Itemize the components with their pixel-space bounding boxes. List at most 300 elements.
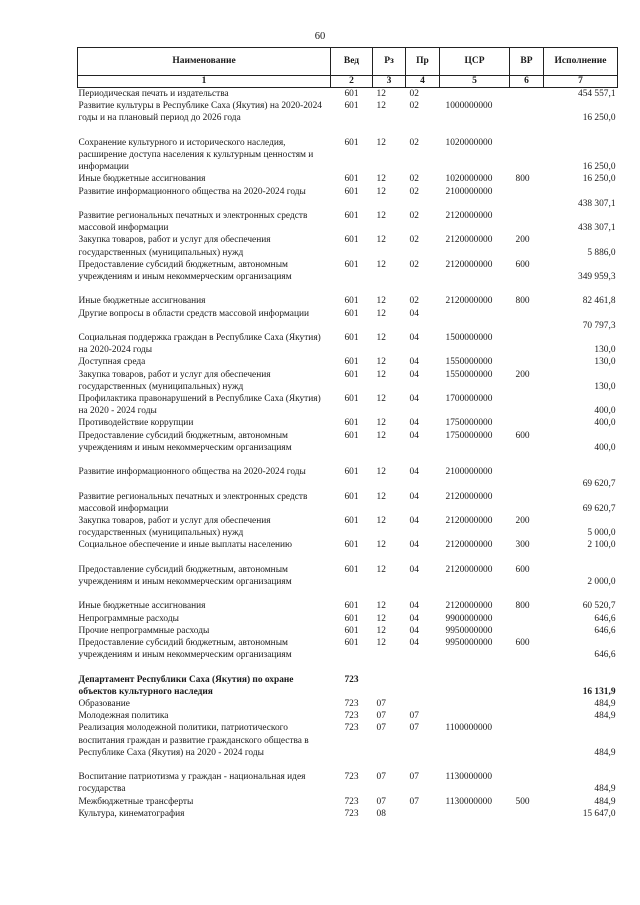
header-csr: ЦСР xyxy=(440,48,510,76)
row-rz xyxy=(373,552,406,564)
row-vr xyxy=(510,722,544,759)
header-amount: Исполнение xyxy=(544,48,618,76)
row-rz: 12 xyxy=(376,357,386,368)
row-csr: 1550000000 xyxy=(445,369,493,380)
table-row xyxy=(78,137,618,174)
table-row xyxy=(78,491,618,515)
row-ved: 601 xyxy=(344,296,359,307)
row-amount: 438 307,1 xyxy=(578,198,616,209)
row-name xyxy=(78,588,331,600)
row-vr xyxy=(510,552,544,564)
row-rz: 12 xyxy=(376,174,386,185)
row-pr: 04 xyxy=(409,357,419,368)
row-name: Предоставление субсидий бюджетным, автономным учреждениям и иным некоммерческим организациям xyxy=(78,430,292,453)
row-rz xyxy=(373,125,406,137)
row-csr: 2120000000 xyxy=(445,296,493,307)
row-name: Сохранение культурного и исторического наследия, расширение доступа населения к культурным ценностям и информации xyxy=(78,137,314,173)
row-pr xyxy=(406,674,440,698)
row-ved: 723 xyxy=(344,723,359,734)
row-amount xyxy=(544,283,618,295)
row-amount: 130,0 xyxy=(594,345,616,356)
row-rz: 12 xyxy=(376,333,386,343)
row-vr: 200 xyxy=(515,235,530,246)
row-name: Закупка товаров, работ и услуг для обеспечения государственных (муниципальных) нужд xyxy=(78,235,271,258)
row-amount: 400,0 xyxy=(594,418,616,429)
row-csr: 2120000000 xyxy=(445,259,493,270)
table-row xyxy=(78,454,618,466)
row-csr: 1130000000 xyxy=(445,796,493,807)
row-pr: 04 xyxy=(409,638,419,649)
row-name: Закупка товаров, работ и услуг для обеспечения государственных (муниципальных) нужд xyxy=(78,516,271,539)
row-name xyxy=(78,552,331,564)
row-name: Иные бюджетные ассигнования xyxy=(78,296,206,307)
table-row xyxy=(78,369,618,393)
row-amount: 69 620,7 xyxy=(582,479,616,490)
row-csr: 2100000000 xyxy=(445,467,493,478)
row-ved: 601 xyxy=(344,467,359,478)
table-row xyxy=(78,674,618,698)
table-row xyxy=(78,637,618,661)
row-ved: 723 xyxy=(344,699,359,710)
table-row xyxy=(78,796,618,808)
row-csr xyxy=(440,283,510,295)
row-pr: 04 xyxy=(409,418,419,429)
row-vr: 200 xyxy=(515,516,530,527)
table-row xyxy=(78,515,618,539)
row-pr xyxy=(406,125,440,137)
row-ved xyxy=(331,283,373,295)
table-row xyxy=(78,393,618,417)
row-csr: 2120000000 xyxy=(445,516,493,527)
row-csr: 2120000000 xyxy=(445,491,493,502)
row-ved: 601 xyxy=(344,357,359,368)
row-ved: 723 xyxy=(344,772,359,783)
row-csr: 1750000000 xyxy=(445,430,493,441)
row-ved: 601 xyxy=(344,259,359,270)
row-ved: 601 xyxy=(344,186,359,197)
row-vr xyxy=(510,332,544,356)
row-amount: 60 520,7 xyxy=(582,601,616,612)
row-ved: 723 xyxy=(344,674,359,685)
row-pr: 04 xyxy=(409,333,419,343)
row-vr xyxy=(510,771,544,795)
row-amount: 484,9 xyxy=(594,784,616,795)
row-ved: 601 xyxy=(344,601,359,612)
row-ved: 601 xyxy=(344,333,359,343)
row-vr: 600 xyxy=(515,259,530,270)
row-amount: 5 886,0 xyxy=(587,247,616,258)
row-amount: 400,0 xyxy=(594,406,616,417)
row-pr: 02 xyxy=(409,89,419,99)
row-vr xyxy=(510,613,544,625)
row-csr: 1020000000 xyxy=(445,137,493,148)
row-amount: 2 100,0 xyxy=(587,540,616,551)
table-row xyxy=(78,173,618,185)
row-pr: 04 xyxy=(409,516,419,527)
row-pr: 04 xyxy=(409,430,419,441)
table-row xyxy=(78,210,618,234)
row-rz: 12 xyxy=(376,137,386,148)
row-pr: 04 xyxy=(409,601,419,612)
row-vr xyxy=(510,88,544,101)
row-ved: 601 xyxy=(344,540,359,551)
header-rz: Рз xyxy=(373,48,406,76)
row-name: Культура, кинематография xyxy=(78,808,185,819)
row-name: Иные бюджетные ассигнования xyxy=(78,174,206,185)
row-rz: 12 xyxy=(376,430,386,441)
row-name: Профилактика правонарушений в Республике Саха (Якутия) на 2020 - 2024 годы xyxy=(78,394,321,417)
table-row xyxy=(78,466,618,490)
row-amount: 5 000,0 xyxy=(587,528,616,539)
row-amount xyxy=(544,552,618,564)
row-pr xyxy=(406,759,440,771)
row-name: Департамент Республики Саха (Якутия) по охране объектов культурного наследия xyxy=(78,674,294,697)
row-rz: 07 xyxy=(376,699,386,710)
row-name: Другие вопросы в области средств массовой информации xyxy=(78,308,310,319)
table-row xyxy=(78,722,618,759)
row-amount: 646,6 xyxy=(594,650,616,661)
row-rz: 12 xyxy=(376,296,386,307)
row-csr: 1500000000 xyxy=(445,333,493,343)
row-rz: 12 xyxy=(376,564,386,575)
row-csr: 1750000000 xyxy=(445,418,493,429)
row-rz: 07 xyxy=(376,796,386,807)
row-name: Непрограммные расходы xyxy=(78,613,179,624)
row-name xyxy=(78,283,331,295)
row-rz: 12 xyxy=(376,369,386,380)
row-csr: 2120000000 xyxy=(445,601,493,612)
row-name: Иные бюджетные ассигнования xyxy=(78,601,206,612)
row-name xyxy=(78,125,331,137)
row-amount: 484,9 xyxy=(594,711,616,722)
table-row xyxy=(78,661,618,673)
row-ved: 601 xyxy=(344,613,359,624)
header-number: 6 xyxy=(510,76,544,88)
row-csr xyxy=(440,552,510,564)
row-vr: 800 xyxy=(515,174,530,185)
row-vr xyxy=(510,466,544,490)
row-pr: 07 xyxy=(409,796,419,807)
row-pr: 02 xyxy=(409,211,419,221)
row-rz: 12 xyxy=(376,418,386,429)
row-vr: 300 xyxy=(515,540,530,551)
row-csr xyxy=(440,674,510,698)
row-pr xyxy=(406,808,440,820)
row-amount: 400,0 xyxy=(594,442,616,453)
row-pr xyxy=(406,283,440,295)
row-pr xyxy=(406,454,440,466)
table-row xyxy=(78,771,618,795)
row-csr: 1700000000 xyxy=(445,394,493,405)
row-csr xyxy=(440,808,510,820)
row-csr: 9950000000 xyxy=(445,638,493,649)
row-amount xyxy=(544,661,618,673)
row-vr xyxy=(510,393,544,417)
row-vr: 600 xyxy=(515,430,530,441)
row-pr: 04 xyxy=(409,491,419,502)
row-pr: 04 xyxy=(409,540,419,551)
row-vr xyxy=(510,759,544,771)
table-row xyxy=(78,332,618,356)
table-row xyxy=(78,539,618,551)
row-vr xyxy=(510,698,544,710)
row-csr: 1130000000 xyxy=(445,772,493,783)
row-rz: 12 xyxy=(376,625,386,636)
row-pr: 07 xyxy=(409,723,419,734)
row-vr xyxy=(510,283,544,295)
row-ved xyxy=(331,552,373,564)
table-row xyxy=(78,259,618,283)
row-rz: 07 xyxy=(376,772,386,783)
row-rz: 07 xyxy=(376,723,386,734)
row-ved: 601 xyxy=(344,430,359,441)
row-name: Предоставление субсидий бюджетным, автономным учреждениям и иным некоммерческим организациям xyxy=(78,638,292,661)
table-row xyxy=(78,564,618,588)
row-ved: 601 xyxy=(344,101,359,112)
row-name xyxy=(78,454,331,466)
row-pr: 02 xyxy=(409,259,419,270)
row-csr: 2120000000 xyxy=(445,540,493,551)
row-ved: 723 xyxy=(344,796,359,807)
table-row xyxy=(78,234,618,258)
row-rz: 12 xyxy=(376,186,386,197)
row-ved: 601 xyxy=(344,137,359,148)
row-vr xyxy=(510,308,544,332)
row-amount: 69 620,7 xyxy=(582,503,616,514)
row-amount: 130,0 xyxy=(594,357,616,368)
row-rz: 12 xyxy=(376,89,386,99)
row-vr: 600 xyxy=(515,638,530,649)
row-rz xyxy=(373,454,406,466)
row-amount xyxy=(544,454,618,466)
row-vr xyxy=(510,588,544,600)
row-name: Развитие региональных печатных и электронных средств массовой информации xyxy=(78,211,308,234)
row-amount: 70 797,3 xyxy=(582,320,616,331)
row-ved xyxy=(331,454,373,466)
table-row xyxy=(78,552,618,564)
row-rz: 12 xyxy=(376,235,386,246)
row-amount: 130,0 xyxy=(594,381,616,392)
row-name: Образование xyxy=(78,699,130,710)
row-csr xyxy=(440,454,510,466)
row-amount xyxy=(544,759,618,771)
row-pr: 04 xyxy=(409,394,419,405)
header-number: 1 xyxy=(78,76,331,88)
row-ved: 601 xyxy=(344,211,359,221)
row-csr: 1000000000 xyxy=(445,101,493,112)
row-name: Социальная поддержка граждан в Республике Саха (Якутия) на 2020-2024 годы xyxy=(78,333,321,356)
row-amount: 484,9 xyxy=(594,699,616,710)
header-number: 3 xyxy=(373,76,406,88)
row-csr: 2120000000 xyxy=(445,235,493,246)
row-csr: 1020000000 xyxy=(445,174,493,185)
row-rz: 12 xyxy=(376,613,386,624)
header-row xyxy=(78,48,618,76)
table-row xyxy=(78,625,618,637)
row-pr: 04 xyxy=(409,369,419,380)
table-row xyxy=(78,613,618,625)
row-vr xyxy=(510,491,544,515)
row-csr xyxy=(440,698,510,710)
row-ved: 601 xyxy=(344,394,359,405)
row-rz xyxy=(373,283,406,295)
row-vr xyxy=(510,210,544,234)
row-rz xyxy=(373,674,406,698)
table-row xyxy=(78,417,618,429)
header-number-row xyxy=(78,76,618,88)
row-amount: 16 250,0 xyxy=(582,162,616,173)
header-number: 4 xyxy=(406,76,440,88)
row-rz: 08 xyxy=(376,808,386,819)
table-row xyxy=(78,430,618,454)
table-row xyxy=(78,698,618,710)
header-ved: Вед xyxy=(331,48,373,76)
row-ved xyxy=(331,661,373,673)
row-amount: 454 557,1 xyxy=(578,89,616,99)
row-pr: 02 xyxy=(409,137,419,148)
row-csr: 1100000000 xyxy=(445,723,493,734)
row-name xyxy=(78,661,331,673)
row-csr xyxy=(440,661,510,673)
row-amount xyxy=(544,125,618,137)
table-row xyxy=(78,759,618,771)
row-name: Межбюджетные трансферты xyxy=(78,796,194,807)
row-vr xyxy=(510,674,544,698)
row-vr: 600 xyxy=(515,564,530,575)
row-csr xyxy=(440,759,510,771)
row-csr: 2100000000 xyxy=(445,186,493,197)
budget-table xyxy=(77,47,618,820)
row-rz xyxy=(373,588,406,600)
row-name: Противодействие коррупции xyxy=(78,418,194,429)
row-ved: 601 xyxy=(344,491,359,502)
row-name: Закупка товаров, работ и услуг для обеспечения государственных (муниципальных) нужд xyxy=(78,369,271,392)
header-number: 7 xyxy=(544,76,618,88)
row-vr xyxy=(510,125,544,137)
row-ved: 601 xyxy=(344,638,359,649)
row-name: Реализация молодежной политики, патриотического воспитания граждан и развитие гражданского общества в Республике Саха (Якутия) на 2020 - 2024 годы xyxy=(78,723,309,758)
table-body xyxy=(78,88,618,821)
table-row xyxy=(78,100,618,124)
table-row xyxy=(78,600,618,612)
row-vr xyxy=(510,100,544,124)
row-csr: 9900000000 xyxy=(445,613,493,624)
row-pr: 04 xyxy=(409,613,419,624)
table-row xyxy=(78,808,618,820)
table-row xyxy=(78,295,618,307)
row-csr xyxy=(440,308,510,332)
row-csr xyxy=(440,710,510,722)
row-amount: 82 461,8 xyxy=(582,296,616,307)
table-row xyxy=(78,283,618,295)
row-vr: 500 xyxy=(515,796,530,807)
row-vr: 800 xyxy=(515,601,530,612)
row-pr: 02 xyxy=(409,101,419,112)
table-header xyxy=(78,48,618,88)
row-csr: 2120000000 xyxy=(445,564,493,575)
row-rz xyxy=(373,759,406,771)
row-vr: 800 xyxy=(515,296,530,307)
row-vr xyxy=(510,808,544,820)
row-amount: 15 647,0 xyxy=(582,808,616,819)
row-csr: 1550000000 xyxy=(445,357,493,368)
row-pr: 02 xyxy=(409,174,419,185)
header-number: 5 xyxy=(440,76,510,88)
table-row xyxy=(78,186,618,210)
row-ved xyxy=(331,125,373,137)
row-pr: 07 xyxy=(409,772,419,783)
table-row xyxy=(78,588,618,600)
table-row xyxy=(78,88,618,101)
row-ved: 601 xyxy=(344,564,359,575)
row-rz: 12 xyxy=(376,259,386,270)
header-pr: Пр xyxy=(406,48,440,76)
row-ved: 601 xyxy=(344,308,359,319)
row-name: Предоставление субсидий бюджетным, автономным учреждениям и иным некоммерческим организациям xyxy=(78,564,292,588)
row-amount: 646,6 xyxy=(594,613,616,624)
row-amount: 16 250,0 xyxy=(582,113,616,124)
row-pr: 07 xyxy=(409,711,419,722)
row-name: Воспитание патриотизма у граждан - национальная идея государства xyxy=(78,772,306,795)
row-amount: 16 250,0 xyxy=(582,174,616,185)
row-ved: 601 xyxy=(344,418,359,429)
row-rz xyxy=(373,661,406,673)
row-pr: 04 xyxy=(409,467,419,478)
row-vr xyxy=(510,454,544,466)
row-name: Предоставление субсидий бюджетным, автономным учреждениям и иным некоммерческим организациям xyxy=(78,259,292,283)
row-amount: 438 307,1 xyxy=(578,223,616,234)
row-name: Развитие культуры в Республике Саха (Якутия) на 2020-2024 годы и на плановый период до 2026 года xyxy=(78,101,322,124)
row-vr xyxy=(510,417,544,429)
row-ved: 601 xyxy=(344,625,359,636)
row-name xyxy=(78,759,331,771)
row-rz: 12 xyxy=(376,540,386,551)
row-csr xyxy=(440,88,510,101)
row-vr: 200 xyxy=(515,369,530,380)
row-rz: 12 xyxy=(376,491,386,502)
table-row xyxy=(78,308,618,332)
row-pr xyxy=(406,588,440,600)
header-name: Наименование xyxy=(78,48,331,76)
row-vr xyxy=(510,625,544,637)
row-amount: 16 131,9 xyxy=(582,686,616,697)
row-name: Развитие информационного общества на 2020-2024 годы xyxy=(78,186,306,197)
row-ved xyxy=(331,588,373,600)
row-name: Прочие непрограммные расходы xyxy=(78,625,210,636)
row-ved: 601 xyxy=(344,174,359,185)
row-ved: 601 xyxy=(344,369,359,380)
row-ved: 601 xyxy=(344,516,359,527)
row-pr: 02 xyxy=(409,186,419,197)
page-number: 60 xyxy=(314,31,326,42)
row-name: Доступная среда xyxy=(78,357,146,368)
row-rz: 12 xyxy=(376,467,386,478)
row-name: Развитие информационного общества на 2020-2024 годы xyxy=(78,467,306,478)
row-csr xyxy=(440,125,510,137)
row-rz: 12 xyxy=(376,516,386,527)
header-number: 2 xyxy=(331,76,373,88)
row-pr: 04 xyxy=(409,625,419,636)
row-vr xyxy=(510,356,544,368)
row-pr xyxy=(406,698,440,710)
row-vr xyxy=(510,661,544,673)
row-name: Периодическая печать и издательства xyxy=(78,89,229,99)
table-row xyxy=(78,710,618,722)
row-pr xyxy=(406,552,440,564)
row-rz: 12 xyxy=(376,601,386,612)
row-csr: 9950000000 xyxy=(445,625,493,636)
row-rz: 12 xyxy=(376,101,386,112)
